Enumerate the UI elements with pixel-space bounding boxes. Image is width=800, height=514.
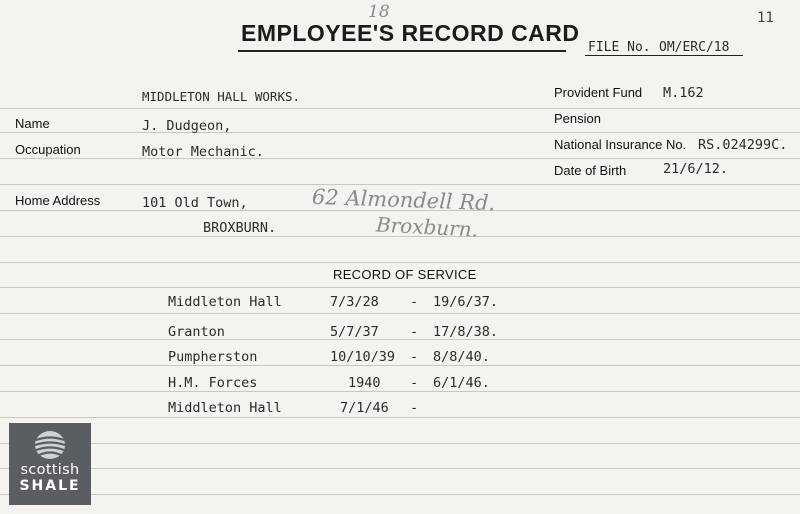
service-from: 7/1/46 [340,400,389,416]
ruled-line [0,184,800,185]
service-from: 10/10/39 [330,349,396,365]
card-title: EMPLOYEE'S RECORD CARD [241,20,580,46]
service-place: Granton [168,324,225,340]
ruled-line [0,365,800,366]
address-line-1: 101 Old Town, [142,195,248,211]
service-from: 5/7/37 [330,324,379,340]
name-label: Name [15,116,50,131]
service-to: 8/8/40. [433,349,490,365]
address-line-2: BROXBURN. [203,220,277,236]
shale-strata-icon [33,429,67,461]
service-to: 6/1/46. [433,375,490,391]
ruled-line [0,158,800,159]
ruled-line [0,391,800,392]
title-underline [238,50,566,52]
file-no-underline [585,55,743,56]
service-to: 17/8/38. [433,324,499,340]
service-from: 1940 [348,375,381,391]
ruled-line [0,132,800,133]
service-from: 7/3/28 [330,294,379,310]
ruled-line [0,287,800,288]
ruled-line [0,313,800,314]
name-value: J. Dudgeon, [142,118,232,134]
ruled-line [0,494,800,495]
provident-fund-label: Provident Fund [554,85,643,100]
service-dash: - [410,400,419,416]
home-address-label: Home Address [15,193,101,208]
ruled-line [0,339,800,340]
service-to: 19/6/37. [433,294,499,310]
service-dash: - [410,324,419,340]
service-dash: - [410,375,419,391]
handwritten-address-line-1: 62 Almondell Rd. [311,184,496,216]
handwritten-card-number: 18 [368,2,390,22]
occupation-label: Occupation [15,142,81,157]
date-of-birth-label: Date of Birth [554,163,627,178]
ruled-line [0,468,800,469]
service-dash: - [410,349,419,365]
file-no-value: OM/ERC/18 [659,40,730,55]
scottish-shale-logo [9,423,91,505]
handwritten-address-line-2: Broxburn. [375,212,479,242]
pension-label: Pension [554,111,601,126]
ruled-line [0,417,800,418]
occupation-value: Motor Mechanic. [142,144,264,160]
service-place: H.M. Forces [168,375,258,391]
logo-text-scottish: scottish [20,462,80,478]
national-insurance-label: National Insurance No. [554,137,687,152]
date-of-birth-value: 21/6/12. [663,161,729,177]
ruled-line [0,108,800,109]
national-insurance-value: RS.024299C. [698,137,788,153]
file-no-label: FILE No. [588,40,651,55]
works-name: MIDDLETON HALL WORKS. [142,89,301,104]
service-place: Middleton Hall [168,294,282,310]
corner-number: 11 [757,10,774,26]
ruled-line [0,262,800,263]
provident-fund-value: M.162 [663,85,704,101]
service-place: Middleton Hall [168,400,282,416]
service-dash: - [410,294,419,310]
logo-text-shale: SHALE [19,478,81,494]
ruled-line [0,443,800,444]
record-of-service-title: RECORD OF SERVICE [333,267,477,282]
service-place: Pumpherston [168,349,258,365]
